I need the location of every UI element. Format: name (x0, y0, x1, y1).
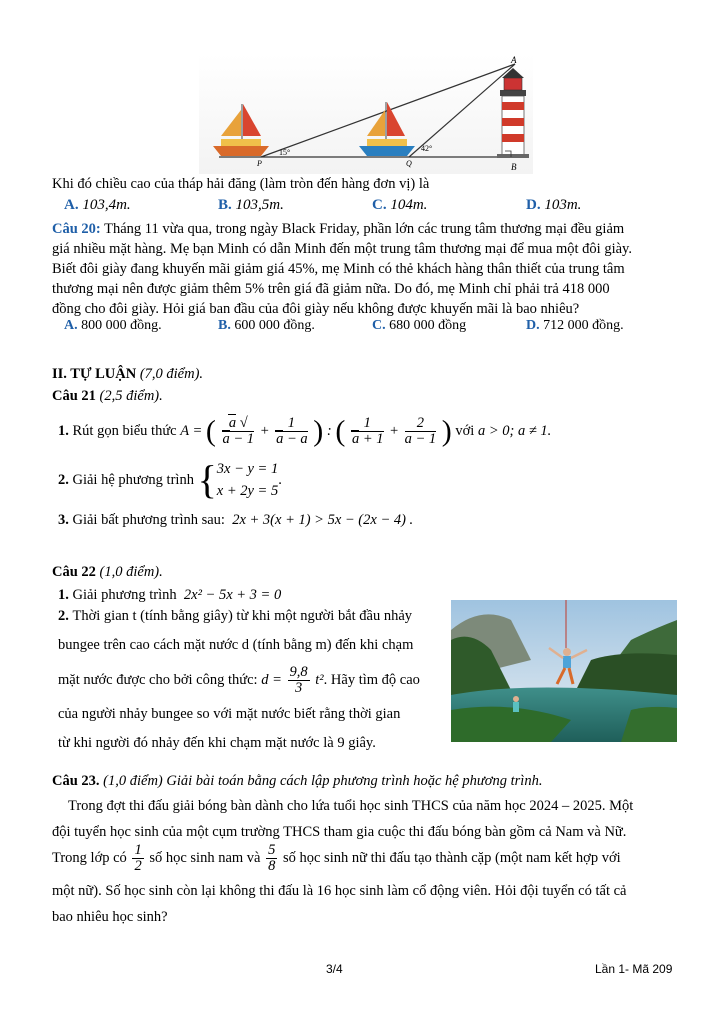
bungee-image (451, 600, 677, 742)
q23-line-1: Trong đợt thi đấu giải bóng bàn dành cho lứa tuổi học sinh THCS của năm học 2024 – 2025. Một (68, 798, 634, 814)
expression-a: A = ( $\frac{a √}{a - 1}$ + $\frac{1}{a - a}$ ) : ( $\frac{1}{a + 1}$ + $\frac{2}{a - 1}$ ) (180, 414, 452, 447)
label-b: B (511, 162, 517, 172)
q20-line-5: đồng cho đôi giày. Hỏi giá ban đầu của đôi giày nếu không được khuyến mãi là bao nhiêu? (52, 301, 580, 317)
angle-label-15: 15° (279, 148, 291, 157)
q22-part-2: 2. Thời gian t (tính bằng giây) từ khi một người bắt đầu nhảy bungee trên cao cách mặt nước d (tính bằng m) đến khi chạm mặt nước được cho bởi công thức: d = $\frac{9,8}{3}$ t² . Hãy tìm độ cao của người nhảy bungee so với mặt nước biết rằng thời gian từ khi người đó nhảy đến khi chạm mặt nước là 9 giây. (58, 608, 420, 751)
q20-line-4: thương mại nên được giảm thêm 5% trên giá đã giảm nữa. Do đó, mẹ Minh chỉ phải trả 418 000 (52, 281, 610, 297)
q20-line-2: giá nhiều mặt hàng. Mẹ bạn Minh có dẫn Minh đến một trung tâm thương mại để mua một đôi giày. (52, 241, 632, 257)
q20-option-b[interactable]: B. 600 000 đồng. (218, 318, 315, 333)
q20-line-3: Biết đôi giày đang khuyến mãi giảm giá 45%, mẹ Minh có thẻ khách hàng thân thiết của trung tâm (52, 261, 625, 277)
q23-heading: Câu 23. (1,0 điểm) Giải bài toán bằng cách lập phương trình hoặc hệ phương trình. (52, 773, 543, 789)
q20-option-a[interactable]: A. 800 000 đồng. (64, 318, 162, 333)
label-q: Q (406, 159, 412, 168)
q19-option-c[interactable]: C. 104m. (372, 197, 428, 213)
q20-line-1: Câu 20: Tháng 11 vừa qua, trong ngày Black Friday, phần lớn các trung tâm thương mại đều giảm (52, 221, 625, 237)
formula-d: d = $\frac{9,8}{3}$ t² (261, 663, 324, 696)
q23-line-2: đội tuyển học sinh của một cụm trường THCS tham gia cuộc thi đấu bóng bàn gồm cả Nam và Nữ. (52, 824, 627, 840)
page-number: 3/4 (326, 962, 343, 976)
exam-code: Lần 1- Mã 209 (595, 962, 673, 976)
q23-line-4: một nữ). Số học sinh còn lại không thi đấu là 16 học sinh làm cổ động viên. Hỏi đội tuyển có tất cả (52, 883, 627, 899)
equation-1: 3x − y = 1 (216, 461, 279, 477)
equation-2: x + 2y = 5 (216, 483, 279, 499)
q22-part-1: 1. Giải phương trình 2x² − 5x + 3 = 0 (58, 587, 282, 603)
q22-heading: Câu 22 (1,0 điểm). (52, 564, 163, 580)
q20-options (64, 316, 684, 336)
q20-option-d[interactable]: D. 712 000 đồng. (526, 318, 624, 333)
bungee-photo (451, 600, 677, 742)
q19-options (64, 195, 684, 215)
label-p: P (257, 159, 262, 168)
q23-line-5: bao nhiêu học sinh? (52, 909, 168, 925)
q21-part-1: 1. Rút gọn biểu thức A = ( $\frac{a √}{a - 1}$ + $\frac{1}{a - a}$ ) : ( $\frac{1}{a + 1}$ + $\frac{2}{a - 1}$ ) với a > 0; a ≠ 1. (58, 414, 552, 447)
fraction-five-eighths: $\frac{5}{8}$ (268, 841, 276, 874)
q23-line-3: Trong lớp có $\frac{1}{2}$ số học sinh nam và $\frac{5}{8}$ số học sinh nữ thi đấu tạo thành cặp (một nam kết hợp với (52, 841, 621, 874)
q19-question-text: Khi đó chiều cao của tháp hải đăng (làm tròn đến hàng đơn vị) là (52, 176, 430, 192)
q19-option-a[interactable]: A. 103,4m. (64, 197, 131, 213)
section-2-heading: II. TỰ LUẬN (7,0 điểm). (52, 366, 204, 382)
q19-option-b[interactable]: B. 103,5m. (218, 197, 284, 213)
fraction-one-half: $\frac{1}{2}$ (134, 841, 142, 874)
second-jumper-icon (513, 696, 519, 712)
q19-option-d[interactable]: D. 103m. (526, 197, 582, 213)
label-a: A (511, 55, 517, 65)
lighthouse-figure (199, 54, 533, 174)
lighthouse-diagram (199, 54, 533, 174)
q21-part-3: 3. Giải bất phương trình sau: 2x + 3(x + 1) > 5x − (2x − 4) . (58, 512, 414, 528)
q21-part-2: 2. Giải hệ phương trình { 3x − y = 1 x + 2y = 5 . (58, 457, 282, 502)
q20-option-c[interactable]: C. 680 000 đồng (372, 318, 467, 333)
angle-label-42: 42° (421, 144, 433, 153)
q21-heading: Câu 21 (2,5 điểm). (52, 388, 163, 404)
q20-label: Câu 20: (52, 221, 101, 237)
